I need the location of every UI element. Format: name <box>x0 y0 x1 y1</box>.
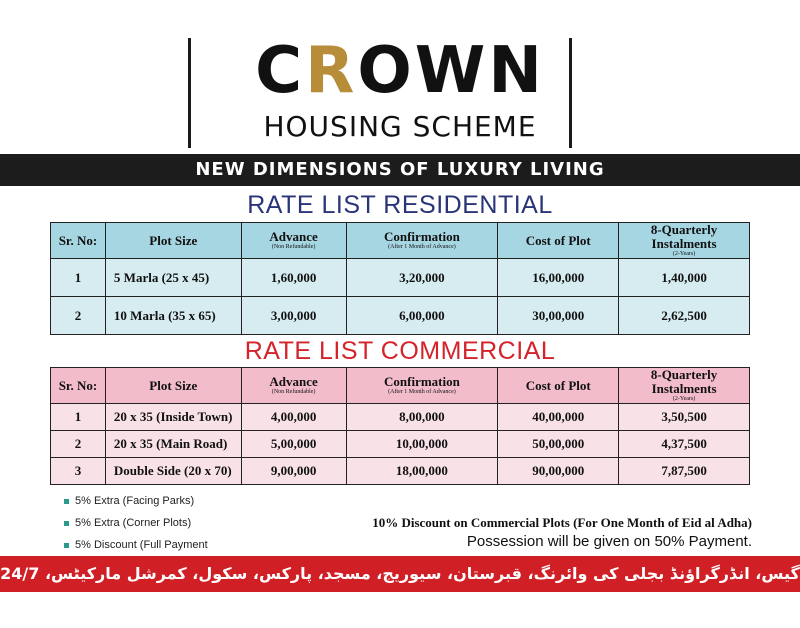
cell-plot-size: 10 Marla (35 x 65) <box>105 297 241 335</box>
table-row <box>51 259 750 297</box>
cell-plot-size: 20 x 35 (Inside Town) <box>105 404 241 431</box>
table-row <box>51 404 750 431</box>
header-confirmation: Confirmation (After 1 Month of Advance) <box>346 368 498 404</box>
cell-instalment: 3,50,500 <box>619 404 750 431</box>
commercial-rate-table <box>50 367 750 485</box>
table-row <box>51 431 750 458</box>
discount-note: 10% Discount on Commercial Plots (For One Month of Eid al Adha) <box>372 515 752 530</box>
header-advance: Advance (Non Refundable) <box>241 223 346 259</box>
table-row <box>51 297 750 335</box>
residential-rate-table <box>50 222 750 335</box>
table-row <box>51 458 750 485</box>
cell-plot-size: Double Side (20 x 70) <box>105 458 241 485</box>
cell-sr: 2 <box>51 297 106 335</box>
cell-instalment: 7,87,500 <box>619 458 750 485</box>
cell-cost: 90,00,000 <box>498 458 619 485</box>
cell-advance: 4,00,000 <box>241 404 346 431</box>
bullet-full-payment: 5% Discount (Full Payment <box>64 539 208 551</box>
amenities-banner: گیس، انڈرگراؤنڈ بجلی کی وائرنگ، قبرستان، سیوریج، مسجد، پارکس، سکول، کمرشل مارکیٹس، 24/7 سیکیورٹی کا انتظام <box>0 556 800 592</box>
header-cost: Cost of Plot <box>498 368 619 404</box>
cell-instalment: 1,40,000 <box>619 259 750 297</box>
bullet-square-icon <box>64 521 69 526</box>
bullet-square-icon <box>64 499 69 504</box>
cell-advance: 9,00,000 <box>241 458 346 485</box>
header-instalments: 8-Quarterly Instalments (2-Years) <box>619 223 750 259</box>
cell-advance: 3,00,000 <box>241 297 346 335</box>
commercial-title: RATE LIST COMMERCIAL <box>244 337 556 365</box>
tagline-banner: NEW DIMENSIONS OF LUXURY LIVING <box>0 154 800 186</box>
cell-confirmation: 6,00,000 <box>346 297 498 335</box>
header-advance: Advance (Non Refundable) <box>241 368 346 404</box>
cell-sr: 3 <box>51 458 106 485</box>
bullet-facing-parks: 5% Extra (Facing Parks) <box>64 495 194 507</box>
header-plot-size: Plot Size <box>105 223 241 259</box>
header-confirmation: Confirmation (After 1 Month of Advance) <box>346 223 498 259</box>
cell-cost: 30,00,000 <box>498 297 619 335</box>
cell-plot-size: 5 Marla (25 x 45) <box>105 259 241 297</box>
header-sr: Sr. No: <box>51 368 106 404</box>
possession-note: Possession will be given on 50% Payment. <box>466 533 752 550</box>
header-sr: Sr. No: <box>51 223 106 259</box>
brand-logo: CROWN <box>255 34 545 108</box>
bullet-square-icon <box>64 543 69 548</box>
cell-cost: 40,00,000 <box>498 404 619 431</box>
cell-advance: 5,00,000 <box>241 431 346 458</box>
cell-confirmation: 8,00,000 <box>346 404 498 431</box>
cell-plot-size: 20 x 35 (Main Road) <box>105 431 241 458</box>
table-header-row <box>51 223 750 259</box>
cell-confirmation: 3,20,000 <box>346 259 498 297</box>
cell-instalment: 4,37,500 <box>619 431 750 458</box>
cell-advance: 1,60,000 <box>241 259 346 297</box>
bullet-corner-plots: 5% Extra (Corner Plots) <box>64 517 191 529</box>
cell-confirmation: 10,00,000 <box>346 431 498 458</box>
cell-cost: 50,00,000 <box>498 431 619 458</box>
header-cost: Cost of Plot <box>498 223 619 259</box>
cell-sr: 1 <box>51 259 106 297</box>
table-header-row <box>51 368 750 404</box>
residential-title: RATE LIST RESIDENTIAL <box>247 191 553 219</box>
cell-instalment: 2,62,500 <box>619 297 750 335</box>
header-instalments: 8-Quarterly Instalments (2-Years) <box>619 368 750 404</box>
cell-sr: 1 <box>51 404 106 431</box>
cell-cost: 16,00,000 <box>498 259 619 297</box>
brand-subtitle: HOUSING SCHEME <box>263 110 537 143</box>
cell-sr: 2 <box>51 431 106 458</box>
cell-confirmation: 18,00,000 <box>346 458 498 485</box>
header-plot-size: Plot Size <box>105 368 241 404</box>
